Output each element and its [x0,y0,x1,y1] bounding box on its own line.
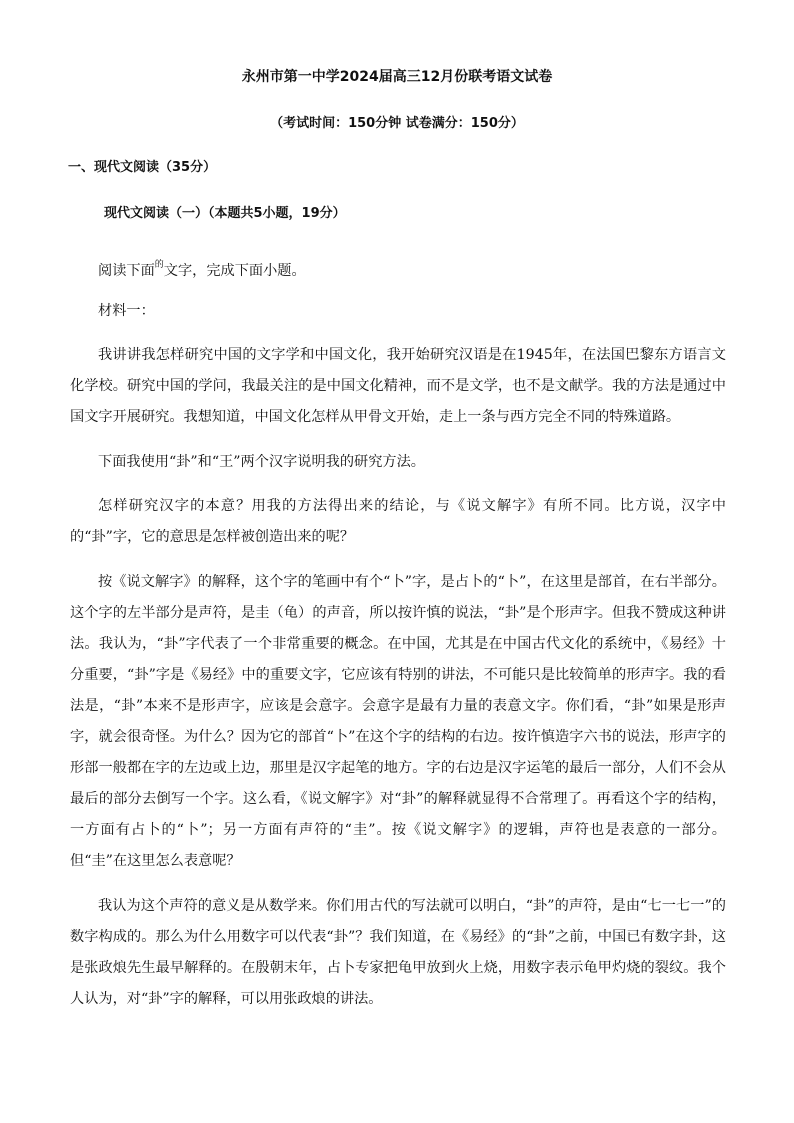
paragraph-4: 按《说文解字》的解释，这个字的笔画中有个“卜”字，是占卜的“卜”，在这里是部首，在右半部分。这个字的左半部分是声符，是圭（龟）的声音，所以按许慎的说法，“卦”是个形声字。但我不赞成这种讲法。我认为，“卦”字代表了一个非常重要的概念。在中国，尤其是在中国古代文化的系统中，《易经》十分重要，“卦”字是《易经》中的重要文字，它应该有特别的讲法，不可能只是比较简单的形声字。我的看法是，“卦”本来不是形声字，应该是会意字。会意字是最有力量的表意文字。你们看，“卦”如果是形声字，就会很奇怪。为什么？因为它的部首“卜”在这个字的结构的右边。按许慎造字六书的说法，形声字的形部一般都在字的左边或上边，那里是汉字起笔的地方。字的右边是汉字运笔的最后一部分，人们不会从最后的部分去倒写一个字。这么看，《说文解字》对“卦”的解释就显得不合常理了。再看这个字的结构，一方面有占卜的“卜”；另一方面有声符的“圭”。按《说文解字》的逻辑，声符也是表意的一部分。但“圭”在这里怎么表意呢？ [70,574,726,869]
paragraph-2: 下面我使用“卦”和“王”两个汉字说明我的研究方法。 [98,454,425,470]
section-title: 一、现代文阅读（35分） [68,160,217,175]
material-label: 材料一： [98,303,155,319]
paragraph-1: 我讲讲我怎样研究中国的文字学和中国文化，我开始研究汉语是在1945年，在法国巴黎东方语言文化学校。研究中国的学问，我最关注的是中国文化精神，而不是文学，也不是文献学。我的方法是通过中国文字开展研究。我想知道，中国文化怎样从甲骨文开始，走上一条与西方完全不同的特殊道路。 [70,347,726,425]
instruction-before: 阅读下面 [98,263,155,279]
instruction-line [70,250,726,287]
instruction-after: 文字，完成下面小题。 [163,263,306,279]
exam-info: （考试时间：150分钟 试卷满分：150分） [270,116,524,131]
section-subtitle: 现代文阅读（一）（本题共5小题，19分） [104,206,346,221]
paragraph-3: 怎样研究汉字的本意？用我的方法得出来的结论，与《说文解字》有所不同。比方说，汉字中的“卦”字，它的意思是怎样被创造出来的呢？ [70,498,726,545]
paragraph-5: 我认为这个声符的意义是从数学来。你们用古代的写法就可以明白，“卦”的声符，是由“七一七一”的数字构成的。那么为什么用数字可以代表“卦”？我们知道，在《易经》的“卦”之前，中国已有数字卦，这是张政烺先生最早解释的。在殷朝末年，占卜专家把龟甲放到火上烧，用数字表示龟甲灼烧的裂纹。我个人认为，对“卦”字的解释，可以用张政烺的讲法。 [70,898,726,1007]
instruction-superscript: 的 [154,260,164,270]
exam-title: 永州市第一中学2024届高三12月份联考语文试卷 [241,69,553,85]
